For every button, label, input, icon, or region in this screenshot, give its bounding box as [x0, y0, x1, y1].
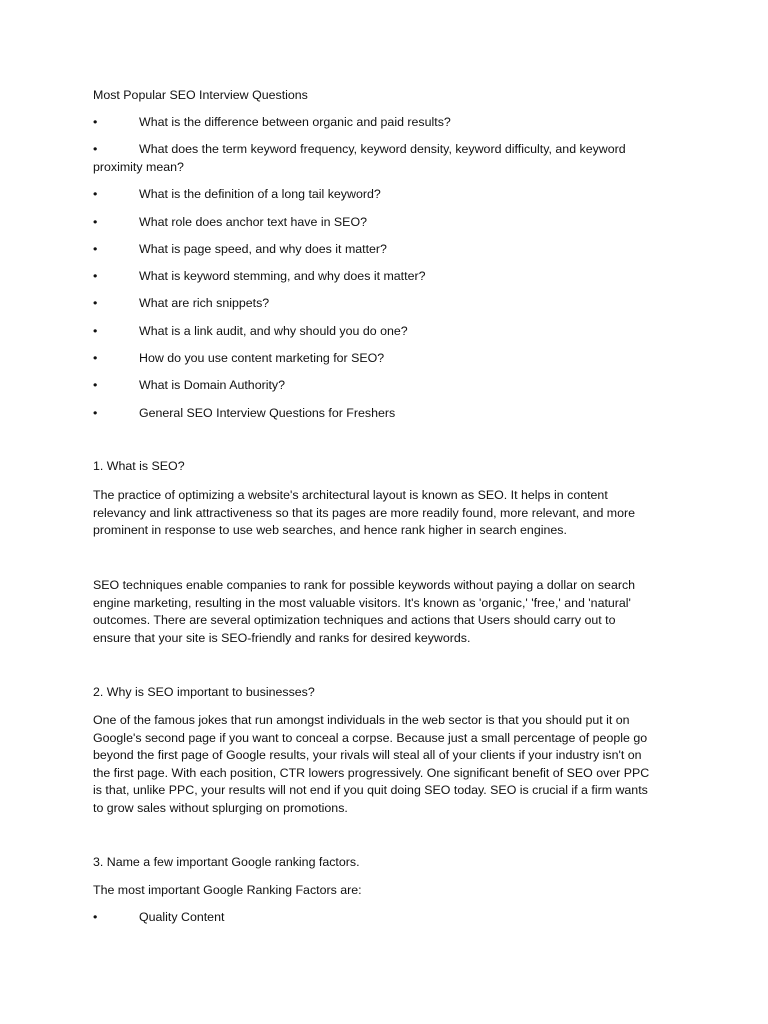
bullet-icon: • [93, 142, 98, 156]
section-heading: 1. What is SEO? [93, 459, 185, 473]
text-line: beyond the first page of Google results, your rivals will steal all of your clients if your industry isn't on [93, 748, 642, 763]
text-line: Google's second page if you want to conceal a corpse. Because just a small percentage of people go [93, 730, 648, 745]
bullet-icon: • [93, 242, 98, 256]
paragraph [93, 577, 635, 647]
bullet-icon: • [93, 351, 98, 365]
text-line: SEO techniques enable companies to rank for possible keywords without paying a dollar on search [93, 578, 636, 592]
paragraph [93, 487, 635, 540]
text-line: to grow sales without splurging on promotions. [93, 800, 348, 815]
list-item-text: How do you use content marketing for SEO? [139, 351, 385, 365]
text-line: The practice of optimizing a website's architectural layout is known as SEO. It helps in content [93, 488, 608, 502]
bullet-icon: • [93, 215, 98, 229]
list-item-text: What role does anchor text have in SEO? [139, 215, 367, 229]
list-item-text: What is the difference between organic and paid results? [139, 115, 451, 129]
paragraph [93, 712, 649, 818]
list-item-text: What is a link audit, and why should you do one? [139, 324, 408, 338]
list-item-text: What is page speed, and why does it matter? [139, 242, 387, 256]
bullet-icon: • [93, 187, 98, 201]
text-line: ensure that your site is SEO-friendly and ranks for desired keywords. [93, 630, 471, 645]
bullet-icon: • [93, 296, 98, 310]
document-title: Most Popular SEO Interview Questions [93, 88, 308, 102]
list-item-text: General SEO Interview Questions for Freshers [139, 406, 396, 420]
section-heading: 2. Why is SEO important to businesses? [93, 685, 315, 699]
bullet-icon: • [93, 324, 98, 338]
section-heading: 3. Name a few important Google ranking factors. [93, 855, 360, 869]
text-line: One of the famous jokes that run amongst individuals in the web sector is that you should put it on [93, 713, 630, 727]
list-item-text: What are rich snippets? [139, 296, 270, 310]
list-item-text: What is keyword stemming, and why does it matter? [139, 269, 426, 283]
text-line: is that, unlike PPC, your results will not end if you quit doing SEO today. SEO is crucial if a firm wants [93, 783, 648, 798]
bullet-icon: • [93, 406, 98, 420]
list-item-text: Quality Content [139, 910, 225, 924]
list-item-text: What is Domain Authority? [139, 378, 285, 392]
list-item-continuation: proximity mean? [93, 159, 184, 174]
text-line: relevancy and link attractiveness so that its pages are more readily found, more relevant, and more [93, 505, 636, 520]
list-item-text: What is the definition of a long tail keyword? [139, 187, 381, 201]
text-line: outcomes. There are several optimization techniques and actions that Users should carry out to [93, 613, 616, 628]
text-line: prominent in response to use web searches, and hence rank higher in search engines. [93, 523, 567, 538]
bullet-icon: • [93, 269, 98, 283]
paragraph: The most important Google Ranking Factors are: [93, 883, 362, 897]
bullet-icon: • [93, 115, 98, 129]
list-item-text: What does the term keyword frequency, keyword density, keyword difficulty, and keyword [139, 142, 626, 156]
text-line: engine marketing, resulting in the most valuable visitors. It's known as 'organic,' 'free,' and 'natural' [93, 595, 631, 610]
text-line: the first page. With each position, CTR lowers progressively. One significant benefit of SEO over PPC [93, 765, 650, 780]
bullet-icon: • [93, 910, 98, 924]
bullet-icon: • [93, 378, 98, 392]
